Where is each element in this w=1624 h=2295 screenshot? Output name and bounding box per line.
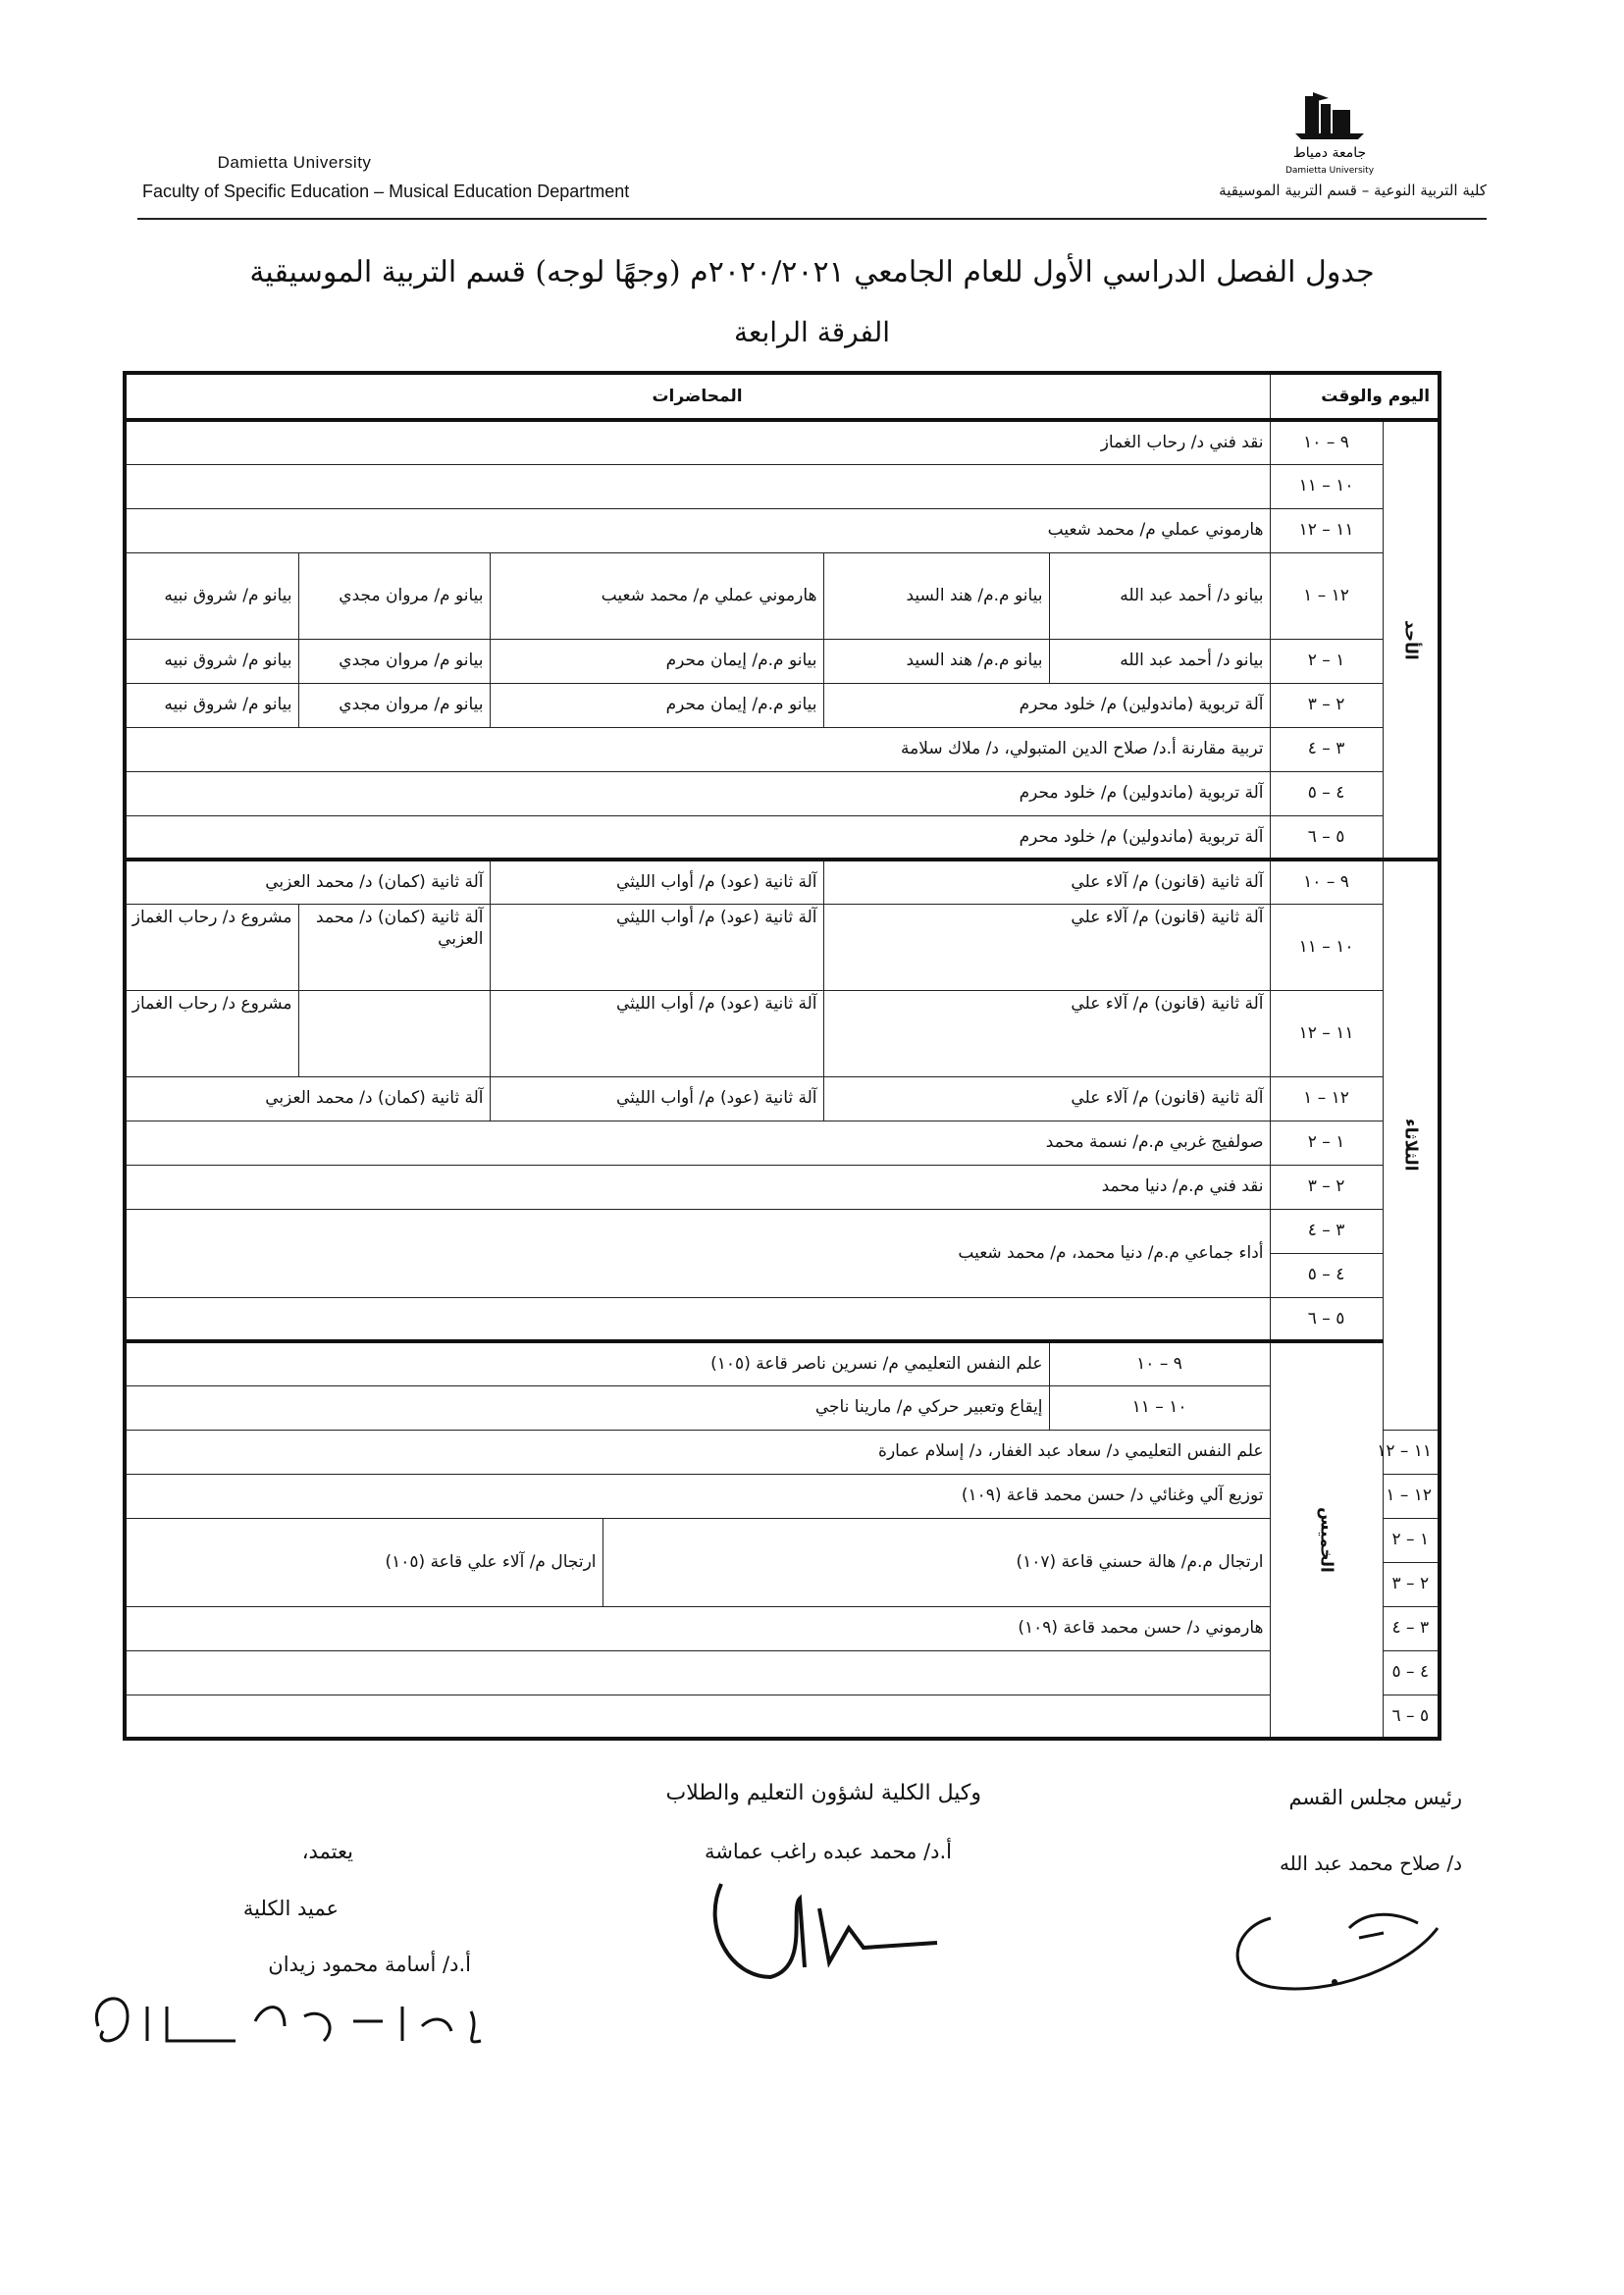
time-slot: ٣ – ٤ bbox=[1270, 727, 1383, 771]
lecture-cell: آلة ثانية (كمان) د/ محمد العزبي bbox=[125, 1076, 490, 1121]
vice-dean-name: أ.د/ محمد عبده راغب عماشة bbox=[705, 1840, 952, 1863]
time-slot: ١٢ – ١ bbox=[1383, 1474, 1440, 1518]
time-slot: ١٠ – ١١ bbox=[1049, 1385, 1270, 1430]
schedule-table bbox=[123, 371, 1441, 1741]
lecture-cell: آلة ثانية (عود) م/ أواب الليثي bbox=[490, 860, 823, 904]
lecture-cell: إيقاع وتعبير حركي م/ مارينا ناجي bbox=[125, 1385, 1049, 1430]
approval-label: يعتمد، bbox=[301, 1840, 353, 1863]
lecture-cell: بيانو م/ مروان مجدي bbox=[298, 683, 490, 727]
lecture-cell: مشروع د/ رحاب الغماز bbox=[125, 990, 298, 1076]
vice-dean-signature bbox=[692, 1869, 957, 1997]
time-slot: ٤ – ٥ bbox=[1270, 771, 1383, 815]
lecture-cell: آلة تربوية (ماندولين) م/ خلود محرم bbox=[125, 771, 1270, 815]
department-head-name: د/ صلاح محمد عبد الله bbox=[1279, 1852, 1462, 1875]
lecture-cell: هارموني عملي م/ محمد شعيب bbox=[490, 552, 823, 639]
lecture-cell: آلة تربوية (ماندولين) م/ خلود محرم bbox=[823, 683, 1270, 727]
time-slot: ١ – ٢ bbox=[1270, 1121, 1383, 1165]
time-slot: ٥ – ٦ bbox=[1383, 1695, 1440, 1739]
time-slot: ١١ – ١٢ bbox=[1270, 990, 1383, 1076]
header-divider bbox=[137, 218, 1487, 220]
lecture-cell: هارموني د/ حسن محمد قاعة (١٠٩) bbox=[125, 1606, 1270, 1650]
header-lectures: المحاضرات bbox=[125, 373, 1270, 420]
page-subtitle: الفرقة الرابعة bbox=[733, 316, 891, 348]
lecture-cell: تربية مقارنة أ.د/ صلاح الدين المتبولي، د/ ملاك سلامة bbox=[125, 727, 1270, 771]
time-slot: ١٠ – ١١ bbox=[1270, 904, 1383, 990]
lecture-cell: آلة ثانية (قانون) م/ آلاء علي bbox=[823, 1076, 1270, 1121]
lecture-cell: ارتجال م/ آلاء علي قاعة (١٠٥) bbox=[125, 1518, 602, 1606]
lecture-cell: آلة ثانية (عود) م/ أواب الليثي bbox=[490, 904, 823, 990]
lecture-cell: آلة ثانية (كمان) د/ محمد العزبي bbox=[298, 904, 490, 990]
lecture-cell: بيانو م/ شروق نبيه bbox=[125, 639, 298, 683]
time-slot: ٤ – ٥ bbox=[1383, 1650, 1440, 1695]
lecture-cell: بيانو م.م/ إيمان محرم bbox=[490, 683, 823, 727]
time-slot: ١١ – ١٢ bbox=[1383, 1430, 1440, 1474]
lecture-cell: بيانو م.م/ هند السيد bbox=[823, 639, 1049, 683]
lecture-cell: بيانو م.م/ هند السيد bbox=[823, 552, 1049, 639]
time-slot: ٤ – ٥ bbox=[1270, 1253, 1383, 1297]
lecture-cell: مشروع د/ رحاب الغماز bbox=[125, 904, 298, 990]
time-slot: ١٠ – ١١ bbox=[1270, 464, 1383, 508]
lecture-cell: أداء جماعي م.م/ دنيا محمد، م/ محمد شعيب bbox=[125, 1209, 1270, 1297]
time-slot: ٩ – ١٠ bbox=[1270, 860, 1383, 904]
time-slot: ١ – ٢ bbox=[1383, 1518, 1440, 1562]
time-slot: ٣ – ٤ bbox=[1383, 1606, 1440, 1650]
lecture-cell-empty bbox=[125, 464, 1270, 508]
time-slot: ١٢ – ١ bbox=[1270, 552, 1383, 639]
lecture-cell: صولفيج غربي م.م/ نسمة محمد bbox=[125, 1121, 1270, 1165]
lecture-cell: آلة ثانية (كمان) د/ محمد العزبي bbox=[125, 860, 490, 904]
lecture-cell: بيانو م/ شروق نبيه bbox=[125, 552, 298, 639]
lecture-cell-empty bbox=[298, 990, 490, 1076]
logo-text-ar: جامعة دمياط bbox=[1292, 145, 1367, 161]
vice-dean-title: وكيل الكلية لشؤون التعليم والطلاب bbox=[665, 1781, 981, 1805]
page-title: جدول الفصل الدراسي الأول للعام الجامعي ٢٠٢٠/٢٠٢١م (وجهًا لوجه) قسم التربية الموسيقية bbox=[249, 255, 1375, 289]
dean-title: عميد الكلية bbox=[242, 1897, 339, 1920]
lecture-cell: بيانو م.م/ إيمان محرم bbox=[490, 639, 823, 683]
lecture-cell: توزيع آلي وغنائي د/ حسن محمد قاعة (١٠٩) bbox=[125, 1474, 1270, 1518]
time-slot: ٩ – ١٠ bbox=[1270, 420, 1383, 464]
lecture-cell: ارتجال م.م/ هالة حسني قاعة (١٠٧) bbox=[602, 1518, 1270, 1606]
university-name-en: Damietta University bbox=[217, 153, 372, 172]
lecture-cell: آلة ثانية (عود) م/ أواب الليثي bbox=[490, 990, 823, 1076]
day-tuesday: الثلاثاء bbox=[1383, 860, 1440, 1430]
lecture-cell-empty bbox=[125, 1297, 1270, 1341]
lecture-cell: بيانو د/ أحمد عبد الله bbox=[1049, 639, 1270, 683]
lecture-cell-empty bbox=[125, 1695, 1270, 1739]
lecture-cell: بيانو م/ مروان مجدي bbox=[298, 552, 490, 639]
time-slot: ٥ – ٦ bbox=[1270, 1297, 1383, 1341]
time-slot: ٩ – ١٠ bbox=[1049, 1341, 1270, 1385]
time-slot: ٢ – ٣ bbox=[1270, 683, 1383, 727]
time-slot: ٣ – ٤ bbox=[1270, 1209, 1383, 1253]
dean-handwritten-signature bbox=[88, 1987, 500, 2056]
time-slot: ١ – ٢ bbox=[1270, 639, 1383, 683]
department-head-title: رئيس مجلس القسم bbox=[1288, 1786, 1462, 1809]
dean-name: أ.د/ أسامة محمود زيدان bbox=[268, 1953, 471, 1976]
time-slot: ١٢ – ١ bbox=[1270, 1076, 1383, 1121]
lecture-cell-empty bbox=[125, 1650, 1270, 1695]
lecture-cell: علم النفس التعليمي د/ سعاد عبد الغفار، د/ إسلام عمارة bbox=[125, 1430, 1270, 1474]
time-slot: ١١ – ١٢ bbox=[1270, 508, 1383, 552]
lecture-cell: بيانو م/ شروق نبيه bbox=[125, 683, 298, 727]
lecture-cell: آلة ثانية (قانون) م/ آلاء علي bbox=[823, 904, 1270, 990]
time-slot: ٢ – ٣ bbox=[1270, 1165, 1383, 1209]
time-slot: ٥ – ٦ bbox=[1270, 815, 1383, 860]
lecture-cell: بيانو د/ أحمد عبد الله bbox=[1049, 552, 1270, 639]
faculty-name-ar: كلية التربية النوعية – قسم التربية الموسيقية bbox=[1219, 182, 1487, 199]
day-sunday: الأحد bbox=[1383, 420, 1440, 860]
time-slot: ٢ – ٣ bbox=[1383, 1562, 1440, 1606]
lecture-cell: هارموني عملي م/ محمد شعيب bbox=[125, 508, 1270, 552]
lecture-cell: آلة ثانية (عود) م/ أواب الليثي bbox=[490, 1076, 823, 1121]
header-day-time: اليوم والوقت bbox=[1270, 373, 1440, 420]
logo-text-en: Damietta University bbox=[1284, 166, 1375, 176]
university-logo bbox=[1276, 90, 1384, 179]
lecture-cell: آلة ثانية (قانون) م/ آلاء علي bbox=[823, 860, 1270, 904]
lecture-cell: آلة ثانية (قانون) م/ آلاء علي bbox=[823, 990, 1270, 1076]
lecture-cell: نقد فني م.م/ دنيا محمد bbox=[125, 1165, 1270, 1209]
lecture-cell: بيانو م/ مروان مجدي bbox=[298, 639, 490, 683]
lecture-cell: نقد فني د/ رحاب الغماز bbox=[125, 420, 1270, 464]
faculty-name-en: Faculty of Specific Education – Musical Education Department bbox=[142, 182, 630, 201]
lecture-cell: آلة تربوية (ماندولين) م/ خلود محرم bbox=[125, 815, 1270, 860]
day-thursday: الخميس bbox=[1270, 1341, 1383, 1739]
lecture-cell: علم النفس التعليمي م/ نسرين ناصر قاعة (١٠٥) bbox=[125, 1341, 1049, 1385]
department-head-signature bbox=[1212, 1889, 1457, 2007]
